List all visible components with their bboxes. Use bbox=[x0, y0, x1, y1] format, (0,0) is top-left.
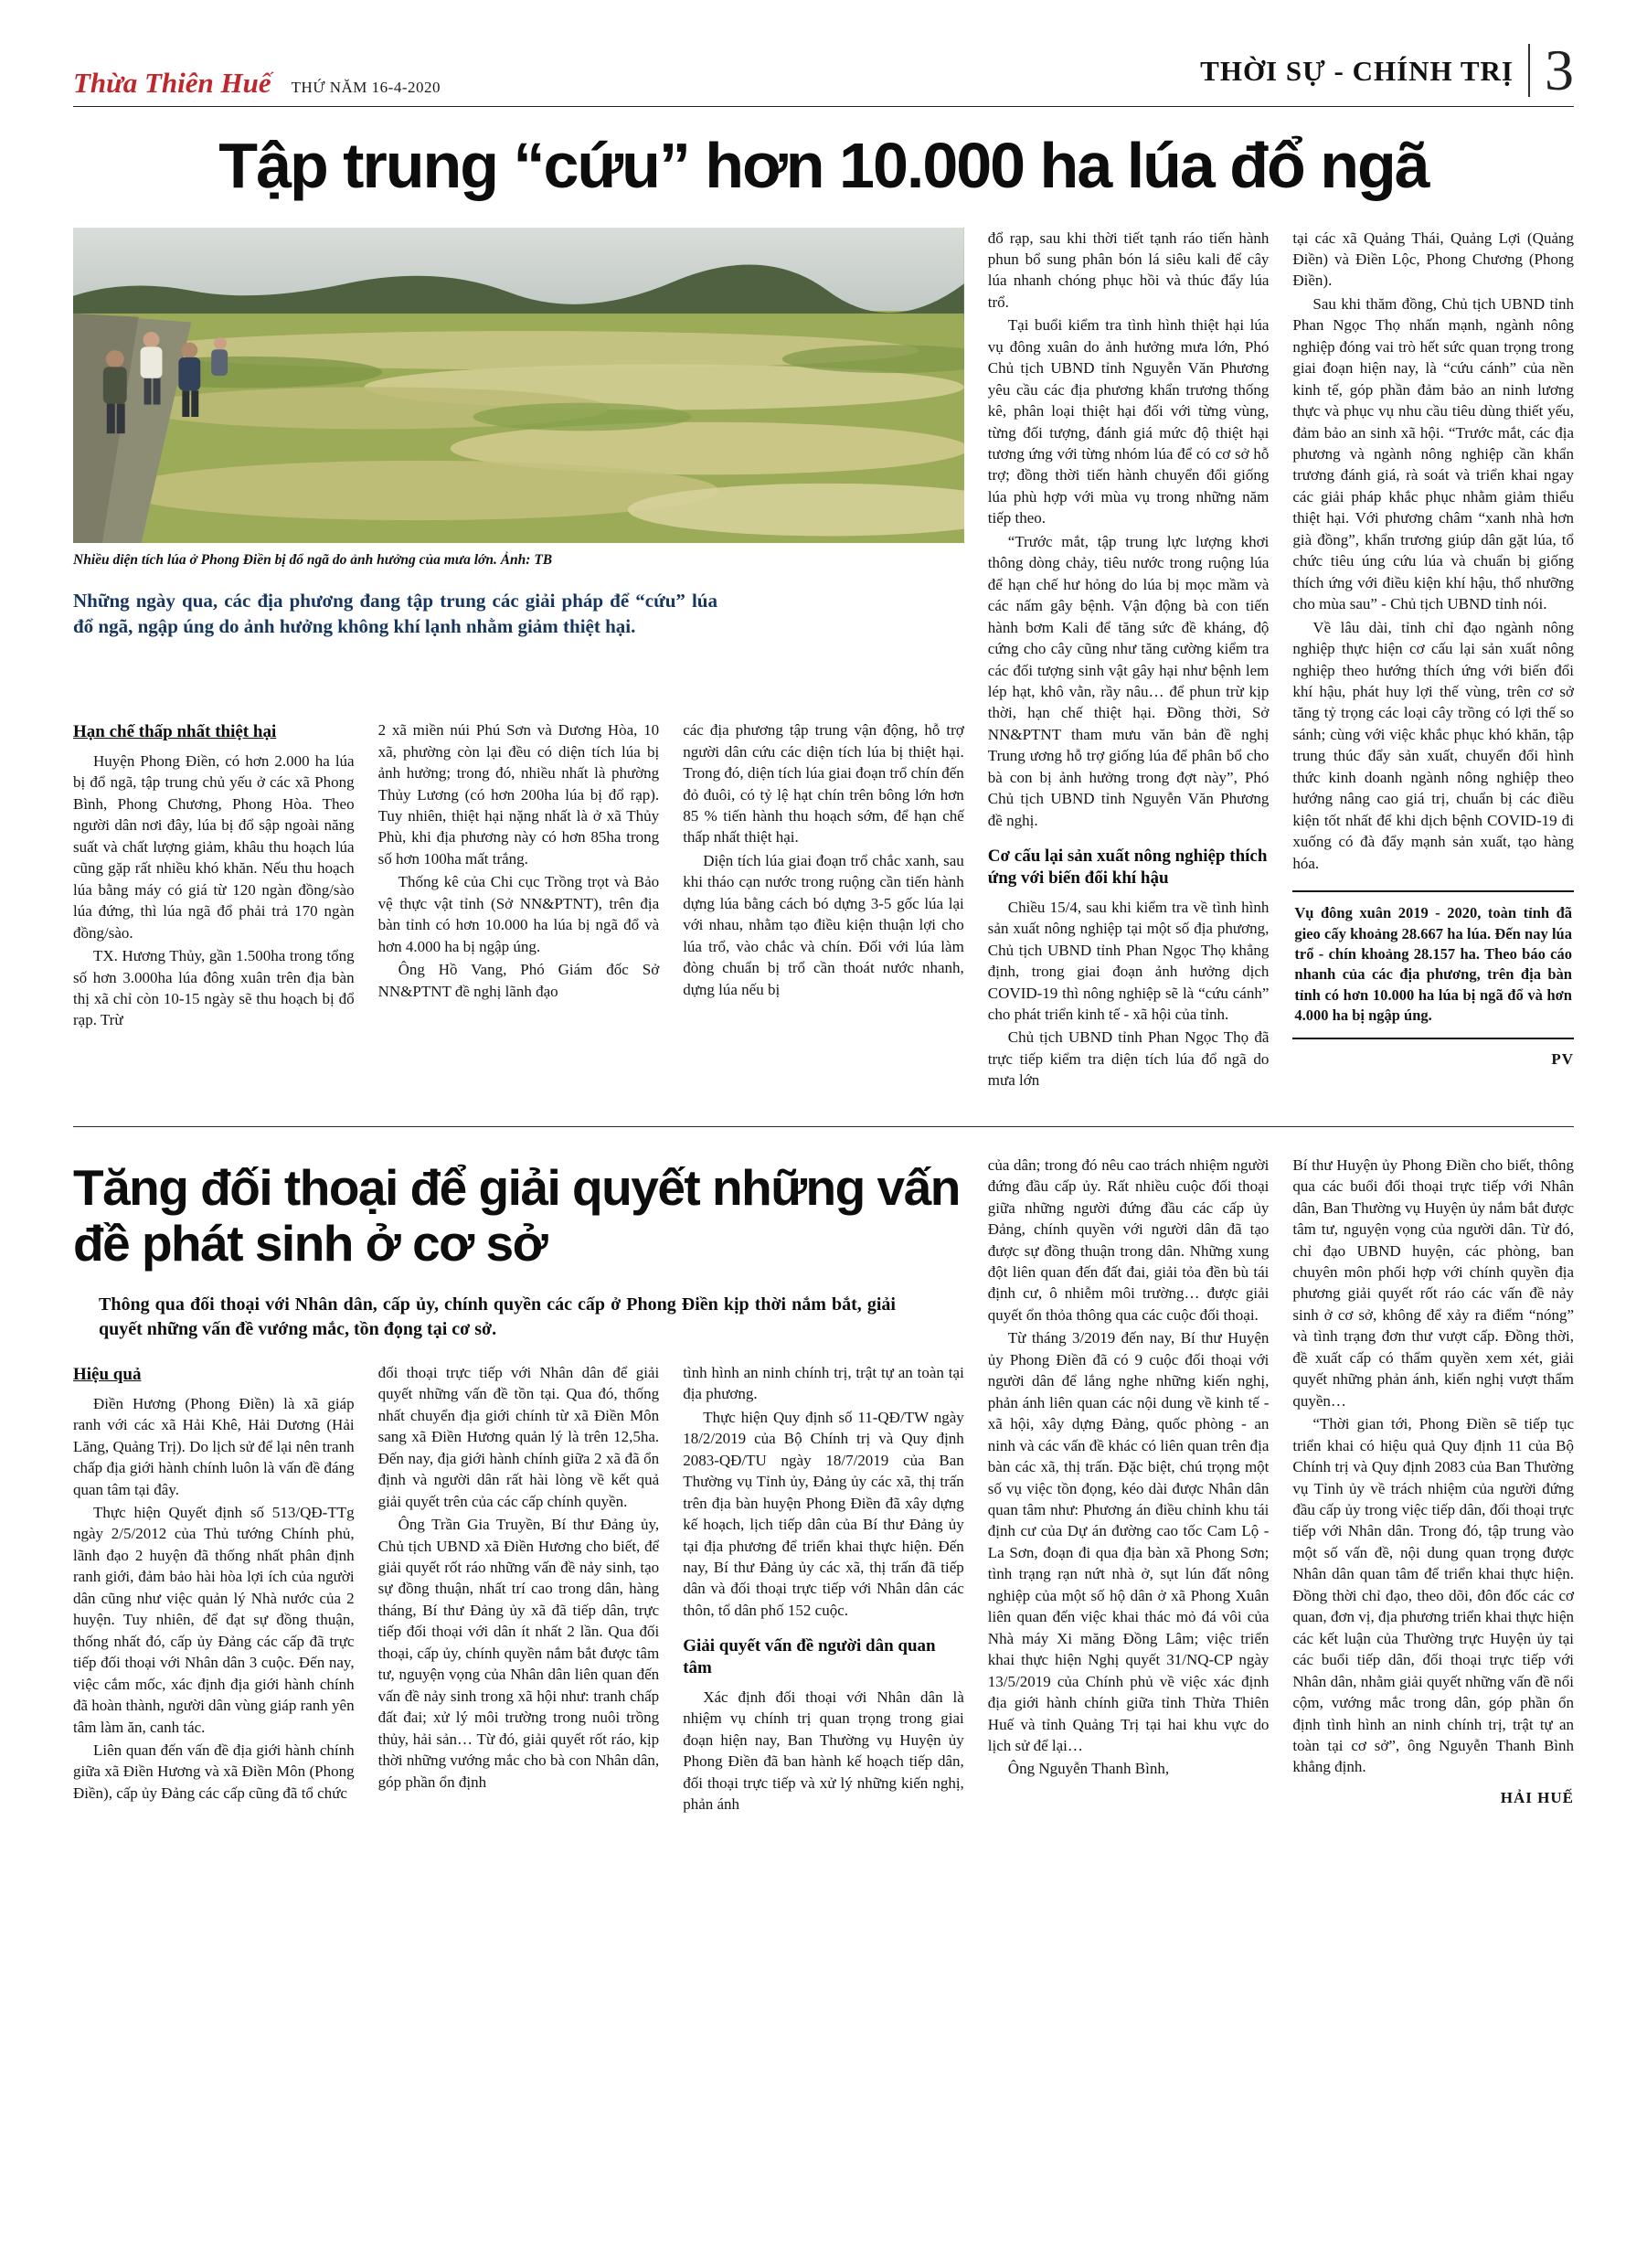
body-paragraph: Xác định đối thoại với Nhân dân là nhiệm vụ chính trị quan trọng trong giai đoạn hiện nay, Ban Thường vụ Huyện ủy Phong Điền đã ban hành kế hoạch tiếp dân, đối thoại trực tiếp và xử lý những kiến nghị, phản ánh bbox=[683, 1688, 964, 1814]
body-paragraph: Diện tích lúa giai đoạn trổ chắc xanh, sau khi tháo cạn nước trong ruộng cần tiến hành dựng lúa bằng cách bó dựng 3-5 gốc lúa lại với nhau, nhằm tạo điều kiện thuận lợi cho lúa trổ, vào chắc và chín. Đối với lúa làm đòng chuẩn bị trổ cần thoát nước nhanh, dựng lúa nếu bị bbox=[683, 851, 964, 998]
article-dialogue-header bbox=[73, 1155, 964, 1342]
subhead-damage: Hạn chế thấp nhất thiệt hại bbox=[73, 722, 277, 742]
body-paragraph: TX. Hương Thủy, gần 1.500ha trong tổng số hơn 3.000ha lúa đông xuân trên địa bàn thị xã chỉ còn 10-15 ngày sẽ thu hoạch bị đổ rạp. Trừ bbox=[73, 947, 355, 1029]
article-dialogue-body bbox=[73, 1155, 1574, 1817]
article-dialogue-column-5 bbox=[1292, 1155, 1574, 1817]
article-dialogue-lead: Thông qua đối thoại với Nhân dân, cấp ủy, chính quyền các cấp ở Phong Điền kịp thời nắm bắt, giải quyết những vấn đề vướng mắc, tồn đọng tại cơ sở. bbox=[99, 1294, 896, 1339]
article-rice-body bbox=[73, 228, 1574, 1093]
body-paragraph: Điền Hương (Phong Điền) là xã giáp ranh với các xã Hải Khê, Hải Dương (Hải Lăng, Quảng Trị). Do lịch sử để lại nên tranh chấp địa giới hành chính luôn là vấn đề đáng quan tâm tại đây. bbox=[73, 1394, 355, 1498]
body-paragraph: Tại buổi kiểm tra tình hình thiệt hại lúa vụ đông xuân do ảnh hưởng mưa lớn, Phó Chủ tịch UBND tỉnh Nguyễn Văn Phương yêu cầu các địa phương khẩn trương thống kê, phân loại thiệt hại đối với từng vùng, từng đối tượng, đánh giá mức độ thiệt hại tương ứng với từng nhóm lúa để có cơ sở hỗ trợ; đồng thời tiến hành chuyển đổi giống lúa phù hợp với mùa vụ trong những năm tiếp theo. bbox=[987, 316, 1270, 527]
byline-haihue: HẢI HUẾ bbox=[1500, 1788, 1574, 1806]
rice-field-illustration bbox=[73, 228, 964, 543]
photo-caption: Nhiều diện tích lúa ở Phong Điền bị đổ ngã do ảnh hưởng của mưa lớn. Ảnh: TB bbox=[73, 551, 553, 568]
body-paragraph: “Trước mắt, tập trung lực lượng khơi thông dòng chảy, tiêu nước trong ruộng lúa để hạn chế hư hỏng do lúa bị mọc mầm và các nấm gây bệnh. Vận động bà con tiến hành bơm Kali để tăng sức đề kháng, độ cứng cho cây cũng như tăng cường kiểm tra các đối tượng sinh vật gây hại như bệnh lem lép hạt, khô vằn, rầy nâu… để phun trừ kịp thời, hạn chế thiệt hại. Đồng thời, Sở NN&PTNT tham mưu văn bản đề nghị Trung ương hỗ trợ giống lúa để phân bổ cho bà con bị ảnh hưởng trong đợt này”, Phó Chủ tịch UBND tỉnh Nguyễn Văn Phương đề nghị. bbox=[987, 532, 1270, 829]
body-paragraph: Chiều 15/4, sau khi kiểm tra về tình hình sản xuất nông nghiệp tại một số địa phương, Chủ tịch UBND tỉnh Phan Ngọc Thọ khẳng định, trong giai đoạn ảnh hưởng dịch COVID-19 thì nông nghiệp sẽ là “cứu cánh” cho phát triển kinh tế - xã hội của tỉnh. bbox=[987, 898, 1270, 1023]
body-paragraph: của dân; trong đó nêu cao trách nhiệm người đứng đầu cấp ủy. Rất nhiều cuộc đối thoại giữa những người đứng đầu các cấp ủy Đảng, chính quyền với người dân đã tạo được sự đồng thuận trong dân. Những xung đột liên quan đến đất đai, giải tỏa đền bù tái định cư, ô nhiễm môi trường… được giải quyết ổn thỏa thông qua các cuộc đối thoại. bbox=[987, 1155, 1270, 1324]
page-number: 3 bbox=[1545, 37, 1574, 103]
article-dialogue-column-3 bbox=[683, 1362, 964, 1817]
header-divider bbox=[1528, 44, 1530, 97]
body-paragraph: Thống kê của Chi cục Trồng trọt và Bảo vệ thực vật tỉnh (Sở NN&PTNT), trên địa bàn tỉnh có hơn 10.000 ha lúa bị ngã đổ và hơn 4.000 ha bị ngập úng. bbox=[377, 873, 660, 955]
body-paragraph: tại các xã Quảng Thái, Quảng Lợi (Quảng Điền) và Điền Lộc, Phong Chương (Phong Điền). bbox=[1292, 229, 1574, 290]
body-paragraph: các địa phương tập trung vận động, hỗ trợ người dân cứu các diện tích lúa bị thiệt hại. Trong đó, diện tích lúa giai đoạn trổ chín đến đỏ đuôi, có tỷ lệ hạt chín trên bông lớn hơn 85 % tiến hành thu hoạch sớm, để hạn chế thấp nhất thiệt hại. bbox=[683, 721, 964, 847]
section-label: THỜI SỰ - CHÍNH TRỊ bbox=[1200, 54, 1514, 87]
article-rice-column-5 bbox=[1292, 228, 1574, 1093]
article-dialogue-column-2 bbox=[378, 1362, 660, 1817]
article-rice-column-3 bbox=[683, 719, 964, 1093]
body-paragraph: Huyện Phong Điền, có hơn 2.000 ha lúa bị đổ ngã, tập trung chủ yếu ở các xã Phong Bình, Phong Chương, Phong Hòa. Theo người dân nơi đây, lúa bị đổ sập ngoài năng suất và chất lượng giảm, khâu thu hoạch lúa cũng gặp rất nhiều khó khăn. Nếu thu hoạch lúa bằng máy có giá từ 120 ngàn đồng/sào lúa đứng, thì lúa ngã đổ phải trả 170 ngàn đồng/sào. bbox=[73, 751, 355, 942]
article-dialogue-column-4 bbox=[988, 1155, 1270, 1817]
article-rice-headline: Tập trung “cứu” hơn 10.000 ha lúa đổ ngã bbox=[218, 130, 1429, 201]
article-rice-lead: Những ngày qua, các địa phương đang tập trung các giải pháp để “cứu” lúa đổ ngã, ngập úng do ảnh hưởng không khí lạnh nhằm giảm thiệt hại. bbox=[73, 589, 717, 637]
body-paragraph: tình hình an ninh chính trị, trật tự an toàn tại địa phương. bbox=[683, 1363, 964, 1403]
article-rice-media bbox=[73, 228, 964, 700]
statistics-box: Vụ đông xuân 2019 - 2020, toàn tỉnh đã gieo cấy khoảng 28.667 ha lúa. Đến nay lúa trổ - chín khoảng 28.157 ha. Theo báo cáo nhanh của các địa phương, trên địa bàn tỉnh có hơn 10.000 ha lúa bị ngã đổ và hơn 4.000 ha bị ngập úng. bbox=[1292, 890, 1574, 1039]
subhead-effect: Hiệu quả bbox=[73, 1364, 142, 1384]
body-paragraph: đối thoại trực tiếp với Nhân dân để giải quyết những vấn đề tồn tại. Qua đó, thống nhất chuyển địa giới chính từ xã Điền Môn sang xã Điền Hương quản lý là trên 12,5ha. Đến nay, địa giới hành chính giữa 2 xã đã ổn định và người dân rất hài lòng về kết quả giải quyết trên của các cấp chính quyền. bbox=[377, 1363, 660, 1510]
article-dialogue-column-1 bbox=[73, 1362, 355, 1817]
page-header bbox=[73, 37, 1574, 107]
body-paragraph: 2 xã miền núi Phú Sơn và Dương Hòa, 10 xã, phường còn lại đều có diện tích lúa bị ảnh hưởng; trong đó, nhiều nhất là phường Thủy Lương (có hơn 200ha lúa bị đổ rạp). Tuy nhiên, thiệt hại nặng nhất là ở xã Thủy Phù, khi địa phương này có hơn 85ha trong số hơn 100ha mất trắng. bbox=[377, 721, 660, 868]
body-paragraph: Ông Hồ Vang, Phó Giám đốc Sở NN&PTNT đề nghị lãnh đạo bbox=[377, 961, 660, 1000]
subhead-concerns: Giải quyết vấn đề người dân quan tâm bbox=[683, 1636, 936, 1678]
body-paragraph: Sau khi thăm đồng, Chủ tịch UBND tỉnh Phan Ngọc Thọ nhấn mạnh, ngành nông nghiệp đóng vai trò hết sức quan trọng trong giai đoạn hiện nay, là “cứu cánh” của nền kinh tế, góp phần đảm bảo an ninh lương thực và phục vụ nhu cầu tiêu dùng thiết yếu, đảm bảo an sinh xã hội. “Trước mắt, các địa phương và ngành nông nghiệp cần khẩn trương đánh giá, rà soát và triển khai ngay các giải pháp khắc phục nhằm giảm thiểu thiệt hại. Với phương châm “xanh nhà hơn già đồng”, khẩn trương giúp dân gặt lúa, tổ chức tiêu úng cứu lúa và chuẩn bị giống thích ứng với điều kiện khí hậu, thổ nhưỡng cho mùa sau” - Chủ tịch UBND tỉnh nói. bbox=[1292, 294, 1574, 613]
byline-pv: PV bbox=[1551, 1049, 1574, 1068]
article-rice-column-1 bbox=[73, 719, 355, 1093]
section-group bbox=[1200, 37, 1574, 103]
article-rice bbox=[73, 130, 1574, 1093]
subhead-restructure: Cơ cấu lại sản xuất nông nghiệp thích ứng với biến đổi khí hậu bbox=[987, 847, 1268, 888]
masthead-group bbox=[73, 69, 441, 97]
body-paragraph: Thực hiện Quyết định số 513/QĐ-TTg ngày 2/5/2012 của Thủ tướng Chính phủ, lãnh đạo 2 huyện đã thống nhất phân định ranh giới, đảm bảo hài hòa lợi ích của người dân cũng như việc quản lý Nhà nước của 2 huyện. Tuy nhiên, để đạt sự đồng thuận, thống nhất đó, cấp ủy Đảng các cấp đã trực tiếp đối thoại với Nhân dân 3 cuộc. Đến nay, việc cắm mốc, xác định địa giới hành chính đã hoàn thành, người dân vùng giáp ranh yên tâm làm ăn, canh tác. bbox=[73, 1503, 355, 1736]
article-dialogue-headline: Tăng đối thoại để giải quyết những vấn đề phát sinh ở cơ sở bbox=[73, 1158, 960, 1272]
article-dialogue bbox=[73, 1155, 1574, 1817]
body-paragraph: Từ tháng 3/2019 đến nay, Bí thư Huyện ủy Phong Điền đã có 9 cuộc đối thoại với người dân để lắng nghe những kiến nghị, phản ánh liên quan các nội dung về kinh tế - xã hội, xây dựng Đảng, quốc phòng - an ninh và các vấn đề khác có liên quan trên địa bàn các xã, thị trấn. Đặc biệt, chú trọng một số vụ việc tồn đọng, kéo dài được Nhân dân quan tâm như: Phương án điều chỉnh khu tái định cư của Dự án đường cao tốc Cam Lộ - La Sơn, đoạn đi qua địa bàn xã Phong Sơn; tình trạng rạn nứt nhà ở, sụt lún đất nông nghiệp của một số hộ dân ở xã Phong Xuân liên quan đến việc khai thác mỏ đá vôi của Nhà máy Xi măng Đồng Lâm; việc triển khai thực hiện Nghị quyết 31/NQ-CP ngày 13/5/2019 của Chính phủ về việc xác định địa giới hành chính giữa tỉnh Thừa Thiên Huế và tỉnh Quảng Trị tại hai khu vực do lịch sử để lại… bbox=[987, 1329, 1270, 1754]
body-paragraph: Thực hiện Quy định số 11-QĐ/TW ngày 18/2/2019 của Bộ Chính trị và Quy định 2083-QĐ/TU ngày 18/7/2019 của Ban Thường vụ Tỉnh ủy, Đảng ủy các xã, thị trấn trên địa bàn huyện Phong Điền đã xây dựng kế hoạch, lịch tiếp dân của Bí thư Đảng ủy tại địa phương để triển khai thực hiện. Đến nay, Bí thư Đảng ủy các xã, thị trấn đã tiếp dân và đối thoại trực tiếp với Nhân dân các thôn, tổ dân phố 152 cuộc. bbox=[683, 1408, 964, 1619]
article-rice-column-2 bbox=[378, 719, 660, 1093]
body-paragraph: Liên quan đến vấn đề địa giới hành chính giữa xã Điền Hương và xã Điền Môn (Phong Điền), cấp ủy Đảng các cấp cũng đã tổ chức bbox=[73, 1741, 355, 1802]
body-paragraph: Ông Trần Gia Truyền, Bí thư Đảng ủy, Chủ tịch UBND xã Điền Hương cho biết, để giải quyết rốt ráo những vấn đề nảy sinh, tạo sự đồng thuận, nhất trí cao trong dân, hàng tháng, Bí thư Đảng ủy xã đã tiếp dân, trực tiếp đối thoại với dân ít nhất 2 lần. Qua đối thoại, cấp ủy, chính quyền nắm bắt được tâm tư, nguyện vọng của Nhân dân liên quan đến vấn đề nảy sinh trong xã hội như: tranh chấp đất đai; xử lý môi trường trong nuôi trồng thủy, hải sản… Từ đó, giải quyết rốt ráo, kịp thời những vướng mắc cho bà con Nhân dân, góp phần ổn định bbox=[377, 1516, 660, 1791]
issue-date: THỨ NĂM 16-4-2020 bbox=[291, 79, 441, 96]
body-paragraph: Ông Nguyễn Thanh Bình, bbox=[1007, 1760, 1170, 1778]
article-rice-column-4 bbox=[988, 228, 1270, 1093]
rice-field-photo bbox=[73, 228, 964, 543]
body-paragraph: Chủ tịch UBND tỉnh Phan Ngọc Thọ đã trực tiếp kiểm tra diện tích lúa đổ ngã do mưa lớn bbox=[987, 1028, 1270, 1090]
masthead: Thừa Thiên Huế bbox=[73, 67, 271, 99]
body-paragraph: đổ rạp, sau khi thời tiết tạnh ráo tiến hành phun bổ sung phân bón lá siêu kali để cây lúa nhanh chóng phục hồi và thúc đẩy lúa trổ. bbox=[987, 229, 1270, 311]
body-paragraph: Về lâu dài, tỉnh chỉ đạo ngành nông nghiệp thực hiện cơ cấu lại sản xuất nông nghiệp theo hướng thích ứng với biến đổi khí hậu, phát huy lợi thế vùng, trên cơ sở tăng tỷ trọng các loại cây trồng có lợi thế so sánh; cùng với việc khắc phục khó khăn, tập trung thúc đẩy sản xuất, chuyển đổi hình thức kinh doanh ngành nông nghiệp theo hướng nâng cao giá trị, chuẩn bị các điều kiện tốt nhất để khi dịch bệnh COVID-19 đi xuống có đà đẩy mạnh sản xuất, tạo hàng hóa. bbox=[1292, 618, 1574, 872]
body-paragraph: Bí thư Huyện ủy Phong Điền cho biết, thông qua các buổi đối thoại trực tiếp với Nhân dân, Ban Thường vụ Huyện ủy nắm bắt được tâm tư, nguyện vọng của người dân. Từ đó, chỉ đạo UBND huyện, các phòng, ban chuyên môn phối hợp với chính quyền địa phương giải quyết rốt ráo các vấn đề nảy sinh ở cơ sở, không để xảy ra điểm “nóng” và tình trạng đơn thư vượt cấp. Đồng thời, đề xuất cấp có thẩm quyền xem xét, giải quyết những phản ánh, kiến nghị vượt thẩm quyền… bbox=[1292, 1155, 1574, 1410]
article-divider bbox=[73, 1126, 1574, 1127]
body-paragraph: “Thời gian tới, Phong Điền sẽ tiếp tục triển khai có hiệu quả Quy định 11 của Bộ Chính trị và Quy định 2083 của Ban Thường vụ Tỉnh ủy về trách nhiệm của người đứng đầu cấp ủy trong việc tiếp dân, đối thoại trực tiếp với Nhân dân. Trong đó, tập trung vào một số vấn đề, nội dung quan trọng được Nhân dân quan tâm để triển khai thực hiện. Đồng thời chỉ đạo, theo dõi, đôn đốc các cơ quan, đơn vị, địa phương triển khai thực hiện các kết luận của Thường trực Huyện ủy tại các buổi tiếp dân, đối thoại trực tiếp với Nhân dân, nhằm giải quyết những vấn đề nổi cộm, vướng mắc trong dân, góp phần ổn định tình hình an ninh chính trị, trật tự an toàn tại cơ sở”, ông Nguyễn Thanh Bình khẳng định. bbox=[1292, 1415, 1574, 1776]
